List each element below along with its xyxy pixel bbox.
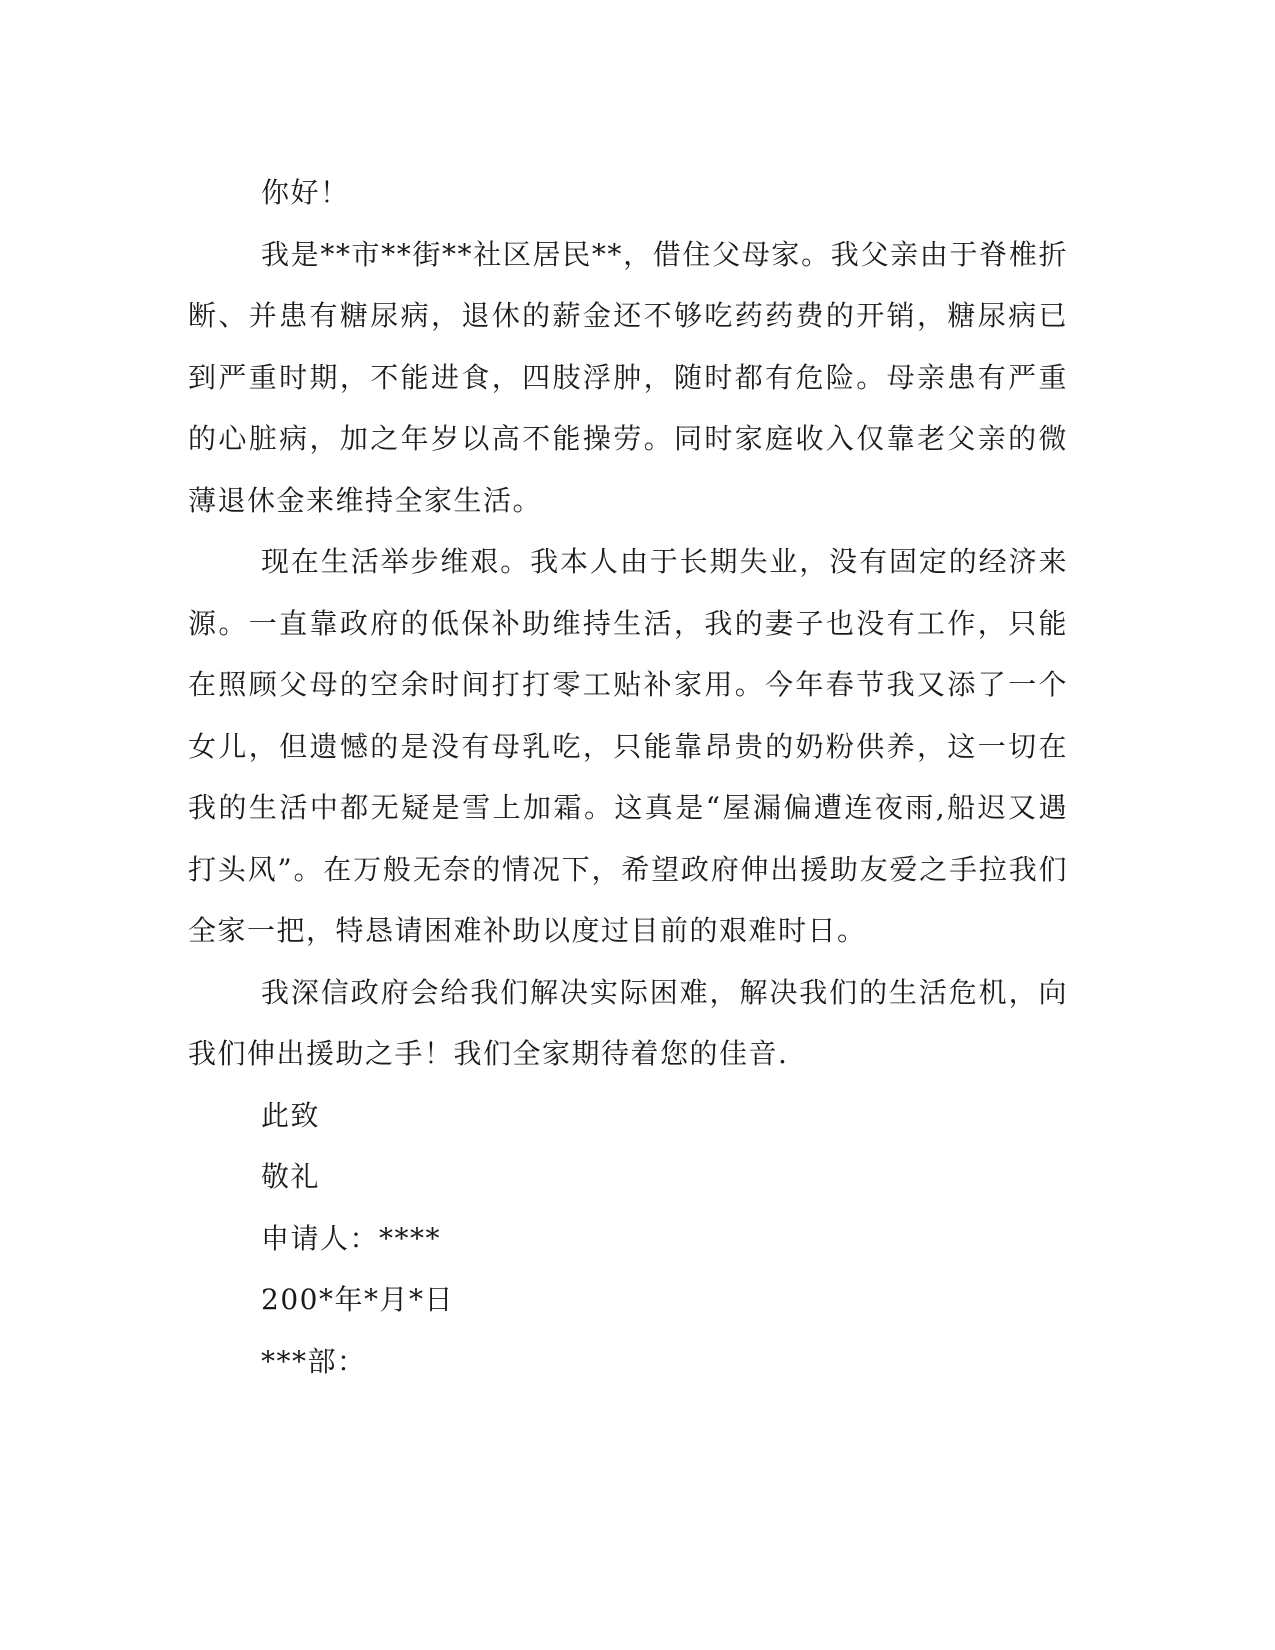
paragraph-family-situation: 我是**市**街**社区居民**，借住父母家。我父亲由于脊椎折断、并患有糖尿病，退休的薪金还不够吃药药费的开销，糖尿病已到严重时期，不能进食，四肢浮肿，随时都有危险。母亲患有严重的心脏病，加之年岁以高不能操劳。同时家庭收入仅靠老父亲的微薄退休金来维持全家生活。 xyxy=(188,237,1068,517)
paragraph-request: 我深信政府会给我们解决实际困难，解决我们的生活危机，向我们伸出援助之手！我们全家期待着您的佳音. xyxy=(188,975,1068,1070)
applicant-line: 申请人：**** xyxy=(261,1221,442,1255)
letter-body xyxy=(188,162,1068,1392)
date-line: 200*年*月*日 xyxy=(261,1283,454,1316)
recipient-line: ***部： xyxy=(261,1344,367,1378)
closing-line: 此致 xyxy=(261,1098,321,1132)
paragraph-living-hardship: 现在生活举步维艰。我本人由于长期失业，没有固定的经济来源。一直靠政府的低保补助维持生活，我的妻子也没有工作，只能在照顾父母的空余时间打打零工贴补家用。今年春节我又添了一个女儿，但遗憾的是没有母乳吃，只能靠昂贵的奶粉供养，这一切在我的生活中都无疑是雪上加霜。这真是“屋漏偏遭连夜雨,船迟又遇打头风”。在万般无奈的情况下，希望政府伸出援助友爱之手拉我们全家一把，特恳请困难补助以度过目前的艰难时日。 xyxy=(188,545,1068,947)
greeting: 你好！ xyxy=(261,176,350,209)
salute-line: 敬礼 xyxy=(261,1160,321,1193)
